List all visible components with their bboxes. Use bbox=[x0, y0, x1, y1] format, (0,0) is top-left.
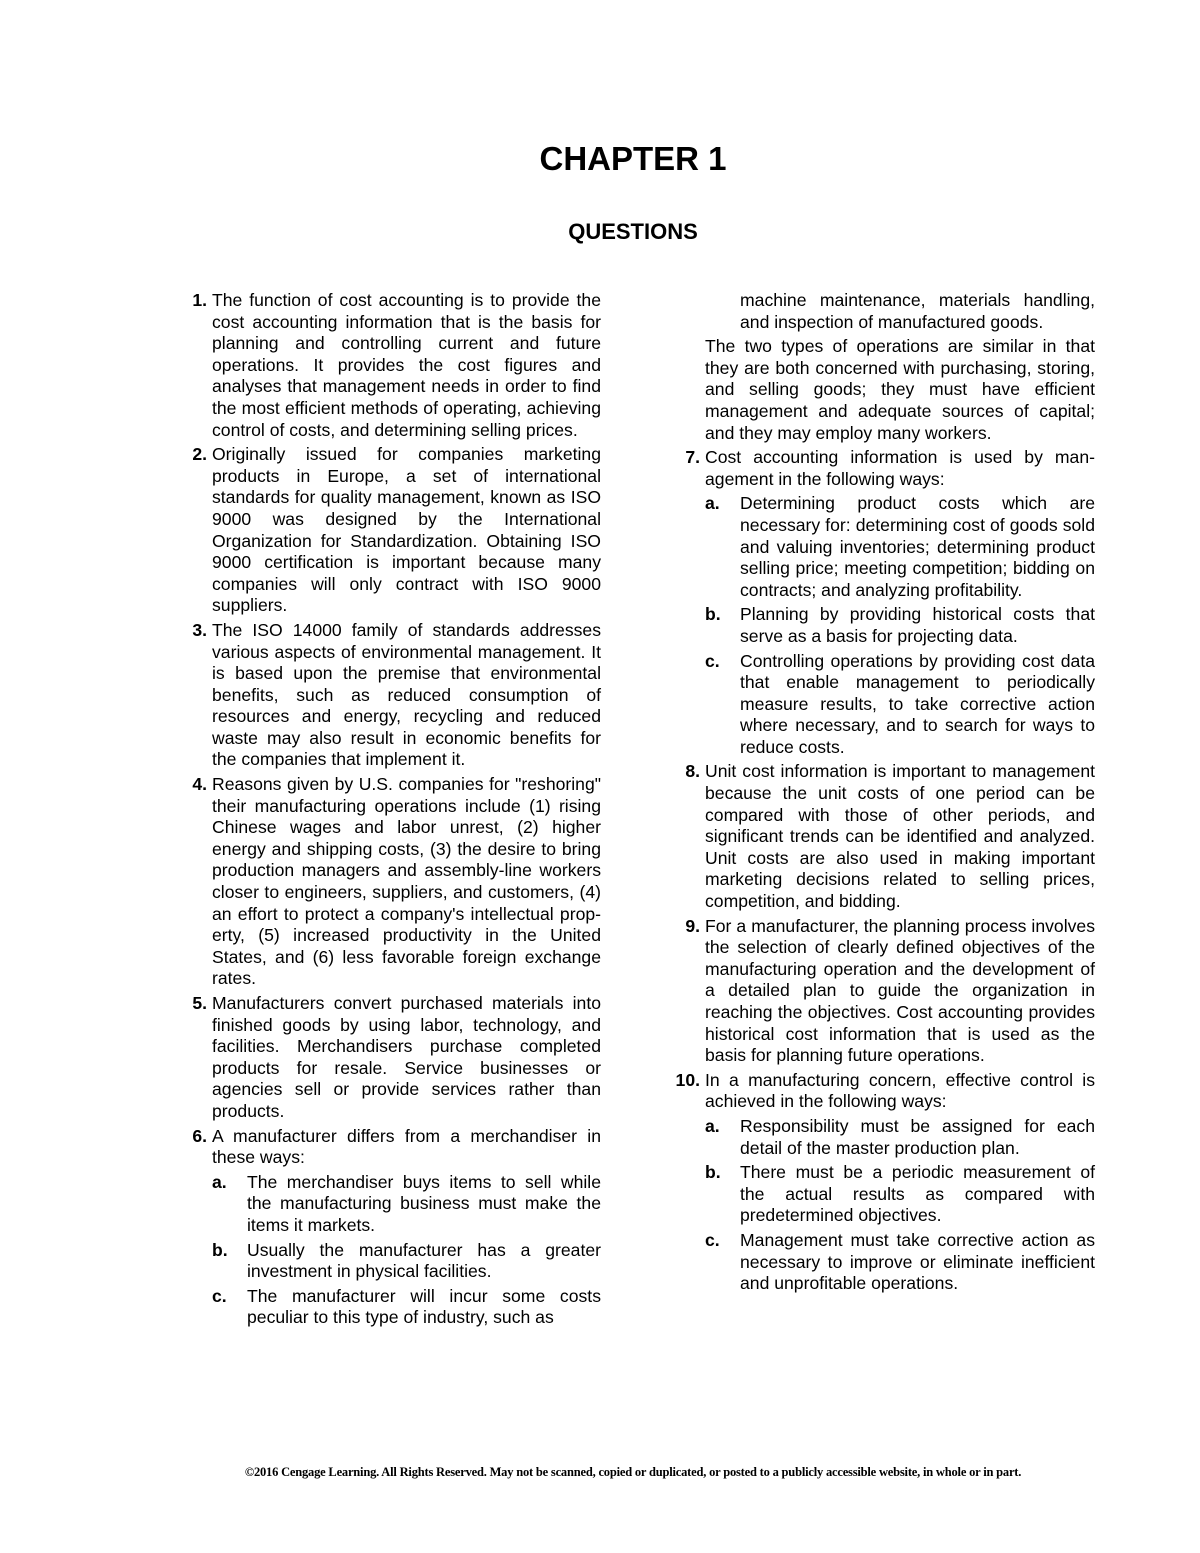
question-number: 2. bbox=[192, 444, 207, 465]
sub-item-letter: b. bbox=[212, 1239, 228, 1260]
question-number: 3. bbox=[192, 619, 207, 640]
question-6 bbox=[180, 1126, 601, 1329]
question-number: 4. bbox=[192, 774, 207, 795]
sub-item-a bbox=[705, 1116, 1095, 1159]
sub-item-text: The merchandiser buys items to sell while the manufacturing business must make the items it markets. bbox=[247, 1171, 601, 1235]
question-text: Originally issued for companies marketing products in Europe, a set of international standards for quality management, known as ISO 9000 was designed by the International Organization for Standardization. Obtaining ISO 9000 certification is important because many companies will only contract with ISO 9000 suppliers. bbox=[212, 444, 601, 616]
section-title: QUESTIONS bbox=[568, 219, 698, 244]
question-5 bbox=[180, 993, 601, 1123]
sub-item-c bbox=[705, 1230, 1095, 1295]
question-text: The ISO 14000 family of standards addresses various aspects of environmental management. It is based upon the premise that environmental benefits, such as reduced consumption of resources and energy, recycling and reduced waste may also result in economic benefits for the companies that implement it. bbox=[212, 619, 601, 770]
sub-item-letter: b. bbox=[705, 604, 721, 625]
sub-item-letter: a. bbox=[705, 1115, 720, 1136]
question-3 bbox=[180, 620, 601, 771]
sub-item-a bbox=[212, 1172, 601, 1237]
sub-item-text: The manufacturer will incur some costs peculiar to this type of industry, such as bbox=[247, 1285, 601, 1328]
sub-item-a bbox=[705, 493, 1095, 601]
sub-item-letter: c. bbox=[212, 1285, 227, 1306]
sub-item-text: Controlling operations by providing cost data that enable management to periodically measure results, to take corrective action where necessary, and to search for ways to reduce costs. bbox=[740, 650, 1095, 757]
question-number: 7. bbox=[685, 447, 700, 468]
sub-item-b bbox=[705, 604, 1095, 647]
sub-item-b bbox=[705, 1162, 1095, 1227]
question-text: The function of cost accounting is to provide the cost accounting information that is the basis for planning and controlling current and future operations. It provides the cost figures and analyses that management needs in order to find the most efficient methods of operating, achieving control of costs, and determining selling prices. bbox=[212, 290, 601, 440]
sub-item-letter: a. bbox=[705, 493, 720, 514]
question-text: Cost accounting information is used by management in the following ways: bbox=[705, 447, 1095, 489]
question-8 bbox=[673, 761, 1095, 912]
question-number: 1. bbox=[192, 290, 207, 310]
question-6-closing-paragraph: The two types of operations are similar in that they are both concerned with purchasing, storing, and selling goods; they must have efficient management and adequate sources of capital; and they may employ many workers. bbox=[705, 336, 1095, 443]
sub-item-text: Planning by providing historical costs that serve as a basis for projecting data. bbox=[740, 604, 1095, 646]
question-7 bbox=[673, 447, 1095, 758]
sub-item-text: Determining product costs which are necessary for: determining cost of goods sold and valuing inventories; determining product selling price; meeting competition; bidding on contracts; and analyzing profitability. bbox=[740, 493, 1095, 600]
question-text: A manufacturer differs from a merchandiser in these ways: bbox=[212, 1125, 601, 1168]
question-number: 10. bbox=[675, 1069, 700, 1090]
question-number: 9. bbox=[685, 915, 700, 936]
chapter-title: CHAPTER 1 bbox=[539, 140, 727, 177]
left-column bbox=[180, 290, 601, 1332]
question-1 bbox=[180, 290, 601, 441]
question-text: Manufacturers convert purchased materials into finished goods by using labor, technology, and facilities. Merchandisers purchase completed products for resale. Service businesses or agencies sell or provide services rather than products. bbox=[212, 993, 601, 1121]
question-10 bbox=[673, 1070, 1095, 1295]
question-text: Unit cost information is important to management because the unit costs of one period can be compared with those of other periods, and significant trends can be identified and analyzed. Unit costs are also used in making important marketing decisions related to selling prices, competition, and bidding. bbox=[705, 761, 1095, 912]
sub-item-c bbox=[212, 1286, 601, 1329]
question-text: In a manufacturing concern, effective control is achieved in the following ways: bbox=[705, 1069, 1095, 1112]
sub-item-text: Management must take corrective action as necessary to improve or eliminate inefficient and unprofitable operations. bbox=[740, 1229, 1095, 1294]
question-number: 5. bbox=[192, 993, 207, 1013]
sub-item-text: There must be a periodic measurement of the actual results as compared with predetermined objectives. bbox=[740, 1162, 1095, 1226]
sub-item-letter: c. bbox=[705, 1229, 720, 1250]
sub-item-text: Responsibility must be assigned for each detail of the master production plan. bbox=[740, 1115, 1095, 1158]
question-text: Reasons given by U.S. companies for "reshoring" their manufacturing operations include (1) rising Chinese wages and labor unrest, (2) higher energy and shipping costs, (3) the desire to bring production managers and assembly-line workers closer to engineers, suppliers, and customers, (4) an effort to protect a company's intellectual property, (5) increased productivity in the United States, and (6) less favorable foreign exchange rates. bbox=[212, 774, 601, 989]
question-number: 6. bbox=[192, 1125, 207, 1146]
sub-item-letter: b. bbox=[705, 1162, 721, 1183]
sub-item-continuation: machine maintenance, materials handling, and inspection of manufactured goods. bbox=[740, 290, 1095, 332]
question-9 bbox=[673, 916, 1095, 1067]
sub-item-letter: a. bbox=[212, 1171, 227, 1192]
copyright-footer: ©2016 Cengage Learning. All Rights Reserved. May not be scanned, copied or duplicated, or posted to a publicly accessible website, in whole or in part. bbox=[244, 1465, 1022, 1479]
question-4 bbox=[180, 774, 601, 990]
question-text: For a manufacturer, the planning process involves the selection of clearly defined objectives of the manufacturing operation and the development of a detailed plan to guide the organization in reaching the objectives. Cost accounting provides historical cost information that is used as the basis for planning future operations. bbox=[705, 915, 1095, 1066]
question-2 bbox=[180, 444, 601, 617]
question-number: 8. bbox=[685, 761, 700, 782]
sub-item-text: Usually the manufacturer has a greater investment in physical facilities. bbox=[247, 1239, 601, 1282]
sub-item-c bbox=[705, 651, 1095, 759]
sub-item-b bbox=[212, 1240, 601, 1283]
sub-item-letter: c. bbox=[705, 650, 720, 671]
right-column bbox=[673, 290, 1095, 1298]
